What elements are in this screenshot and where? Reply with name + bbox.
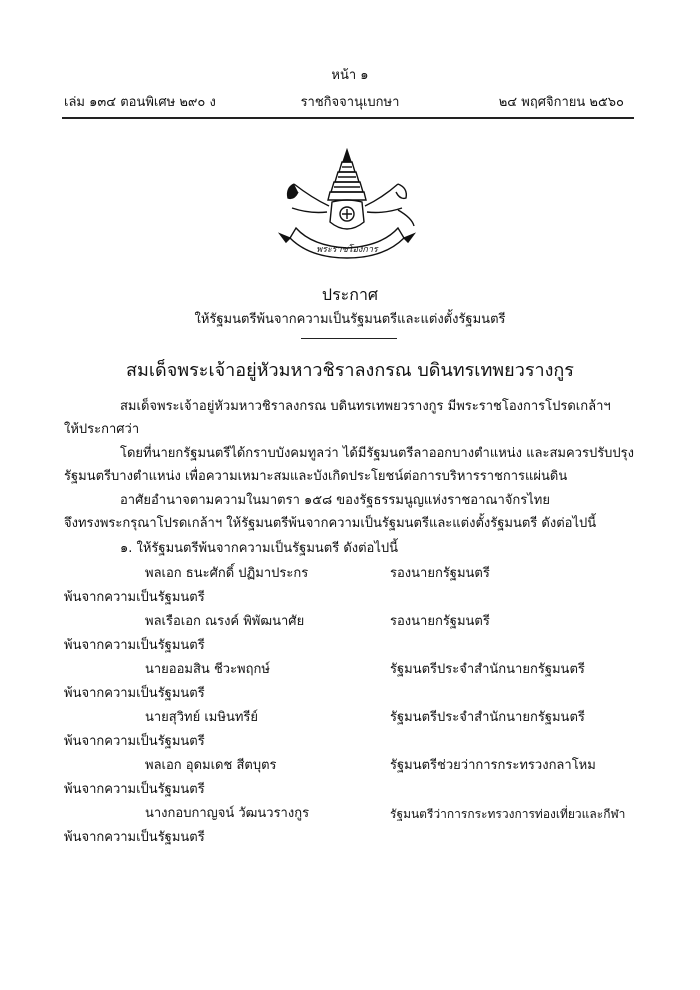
- royal-emblem-icon: [272, 148, 422, 260]
- minister-result: พ้นจากความเป็นรัฐมนตรี: [64, 734, 205, 749]
- publication-date: ๒๔ พฤศจิกายน ๒๕๖๐: [498, 95, 624, 110]
- minister-name: นางกอบกาญจน์ วัฒนวรางกูร: [145, 806, 310, 821]
- minister-result: พ้นจากความเป็นรัฐมนตรี: [64, 782, 205, 797]
- minister-result: พ้นจากความเป็นรัฐมนตรี: [64, 590, 205, 605]
- document-subtitle: ให้รัฐมนตรีพ้นจากความเป็นรัฐมนตรีและแต่งตั้งรัฐมนตรี: [194, 312, 506, 327]
- minister-position: รัฐมนตรีว่าการกระทรวงการท่องเที่ยวและกีฬา: [390, 807, 626, 821]
- gazette-name: ราชกิจจานุเบกษา: [300, 95, 400, 110]
- minister-position: รัฐมนตรีประจำสำนักนายกรัฐมนตรี: [390, 662, 585, 677]
- minister-name: นายออมสิน ชีวะพฤกษ์: [145, 662, 270, 677]
- paragraph-1-line-2: ให้ประกาศว่า: [64, 422, 140, 437]
- paragraph-2-line-2: รัฐมนตรีบางตำแหน่ง เพื่อความเหมาะสมและบังเกิดประโยชน์ต่อการบริหารราชการแผ่นดิน: [64, 469, 568, 484]
- header-rule: [62, 117, 634, 119]
- minister-name: พลเรือเอก ณรงค์ พิพัฒนาศัย: [145, 614, 305, 629]
- minister-result: พ้นจากความเป็นรัฐมนตรี: [64, 830, 205, 845]
- emblem-seal-text: พระราชโองการ: [316, 245, 378, 255]
- minister-name: พลเอก ธนะศักดิ์ ปฏิมาประกร: [145, 566, 309, 581]
- paragraph-3-line-1: อาศัยอำนาจตามความในมาตรา ๑๕๘ ของรัฐธรรมนูญแห่งราชอาณาจักรไทย: [120, 493, 550, 508]
- minister-position: รัฐมนตรีช่วยว่าการกระทรวงกลาโหม: [390, 758, 596, 773]
- minister-name: พลเอก อุดมเดช สีตบุตร: [145, 758, 277, 773]
- minister-position: รองนายกรัฐมนตรี: [390, 566, 490, 581]
- minister-position: รองนายกรัฐมนตรี: [390, 614, 490, 629]
- paragraph-3-line-2: จึงทรงพระกรุณาโปรดเกล้าฯ ให้รัฐมนตรีพ้นจากความเป็นรัฐมนตรีและแต่งตั้งรัฐมนตรี ดังต่อไปนี้: [64, 516, 597, 531]
- minister-result: พ้นจากความเป็นรัฐมนตรี: [64, 638, 205, 653]
- minister-name: นายสุวิทย์ เมษินทรีย์: [145, 710, 258, 725]
- page-number: หน้า ๑: [331, 68, 369, 83]
- volume-info: เล่ม ๑๓๔ ตอนพิเศษ ๒๙๐ ง: [64, 95, 216, 110]
- minister-result: พ้นจากความเป็นรัฐมนตรี: [64, 686, 205, 701]
- paragraph-1-line-1: สมเด็จพระเจ้าอยู่หัวมหาวชิราลงกรณ บดินทรเทพยวรางกูร มีพระราชโองการโปรดเกล้าฯ: [120, 399, 611, 414]
- paragraph-2-line-1: โดยที่นายกรัฐมนตรีได้กราบบังคมทูลว่า ได้มีรัฐมนตรีลาออกบางตำแหน่ง และสมควรปรับปรุง: [120, 446, 635, 461]
- royal-name-heading: สมเด็จพระเจ้าอยู่หัวมหาวชิราลงกรณ บดินทรเทพยวรางกูร: [126, 360, 574, 381]
- item-1-heading: ๑. ให้รัฐมนตรีพ้นจากความเป็นรัฐมนตรี ดังต่อไปนี้: [120, 541, 399, 556]
- title-divider: [301, 338, 397, 339]
- minister-position: รัฐมนตรีประจำสำนักนายกรัฐมนตรี: [390, 710, 585, 725]
- document-title: ประกาศ: [321, 285, 379, 304]
